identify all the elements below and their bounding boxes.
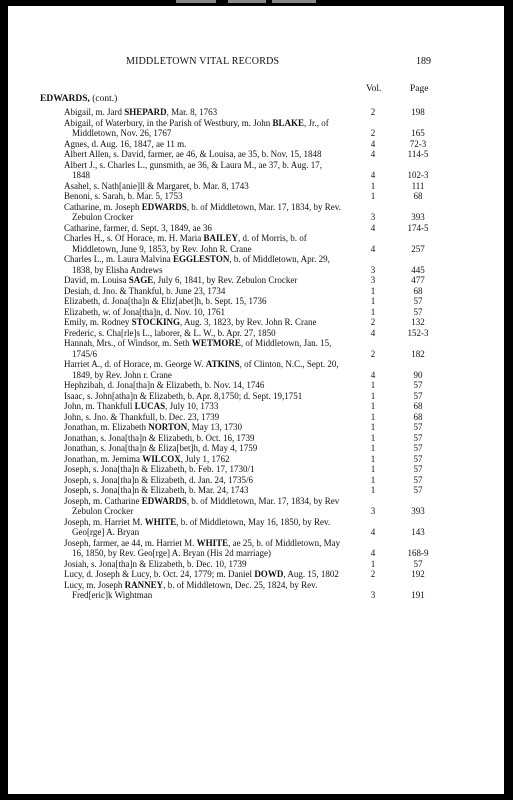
entry-row	[8, 160, 504, 181]
entry-text: Albert Allen, s. David, farmer, ae 46, & Louisa, ae 35, b. Nov. 15, 1848	[64, 149, 322, 159]
entry-row	[8, 149, 504, 160]
entry-text: Josiah, s. Jona[tha]n & Elizabeth, b. Dec. 10, 1739	[64, 558, 247, 569]
entry-vol: 4	[370, 222, 376, 233]
entry-vol: 1	[370, 432, 376, 443]
entry-page: 102-3	[407, 170, 429, 180]
entry-text: Agnes, d. Aug. 16, 1847, ae 11 m.	[64, 138, 187, 149]
entry-text: John, s. Jno. & Thankfull, b. Dec. 23, 1739	[64, 411, 220, 422]
entry-row	[8, 233, 504, 254]
entry-page: 57	[413, 558, 423, 569]
entry-text: Hephzibah, d. Jona[tha]n & Elizabeth, b. Nov. 14, 1746	[64, 380, 265, 390]
entry-page: 68	[413, 191, 423, 201]
entry-row	[8, 401, 504, 412]
entry-vol: 1	[370, 180, 376, 191]
entry-vol: 4	[370, 170, 376, 180]
entry-row	[8, 538, 504, 559]
entry-row	[8, 517, 504, 538]
entry-vol: 1	[370, 390, 376, 401]
entry-text: Emily, m. Rodney STOCKING, Aug. 3, 1823, by Rev. John R. Crane	[64, 317, 317, 327]
entry-vol: 1	[370, 296, 376, 306]
entry-row	[8, 359, 504, 380]
entry-page: 57	[413, 296, 423, 306]
entry-text: John, m. Thankfull LUCAS, July 10, 1733	[64, 401, 219, 411]
entry-page: 182	[411, 348, 425, 359]
entry-row	[8, 139, 504, 150]
entry-text: Isaac, s. John[atha]n & Elizabeth, b. Apr. 8,1750; d. Sept. 19,1751	[64, 390, 303, 401]
entry-row	[8, 464, 504, 475]
entry-text: Lucy, m. Joseph RANNEY, b. of Middletown, Dec. 25, 1824, by Rev. Fred[eric]k Wightman	[64, 579, 318, 600]
entry-text: Albert J., s. Charles L., gunsmith, ae 36, & Laura M., ae 37, b. Aug. 17, 1848	[64, 159, 322, 180]
page-header-title: MIDDLETOWN VITAL RECORDS	[126, 56, 280, 67]
entry-page: 257	[411, 243, 425, 254]
entry-row	[8, 286, 504, 297]
entry-page: 57	[413, 432, 423, 443]
entry-page: 477	[411, 275, 425, 285]
entry-vol: 1	[370, 474, 376, 485]
entry-text: Lucy, d. Joseph & Lucy, b. Oct. 24, 1779; m. Daniel DOWD, Aug. 15, 1802	[64, 569, 339, 579]
entry-vol: 4	[370, 527, 376, 537]
entry-row	[8, 328, 504, 339]
entry-page: 174-5	[407, 222, 429, 233]
entry-vol: 1	[370, 485, 376, 495]
entry-row	[8, 433, 504, 444]
entry-vol: 1	[370, 558, 376, 569]
entry-row	[8, 223, 504, 234]
entry-row	[8, 496, 504, 517]
entry-page: 57	[413, 453, 423, 464]
entry-page: 152-3	[407, 327, 429, 338]
entry-text: Jonathan, m. Jemima WILCOX, July 1, 1762	[64, 453, 230, 464]
entry-text: David, m. Louisa SAGE, July 6, 1841, by Rev. Zebulon Crocker	[64, 275, 298, 285]
entry-vol: 4	[370, 149, 376, 159]
entry-row	[8, 202, 504, 223]
entry-page: 68	[413, 401, 423, 411]
entry-page: 393	[411, 212, 425, 222]
entry-row	[8, 338, 504, 359]
entry-row	[8, 412, 504, 423]
entry-vol: 4	[370, 138, 376, 149]
entry-row	[8, 107, 504, 118]
entry-row	[8, 475, 504, 486]
entry-row	[8, 296, 504, 307]
entry-vol: 1	[370, 380, 376, 390]
entry-row	[8, 443, 504, 454]
entry-text: Elizabeth, w. of Jona[tha]n, d. Nov. 10, 1761	[64, 306, 226, 317]
entry-row	[8, 485, 504, 496]
entry-vol: 3	[370, 590, 376, 600]
entry-vol: 2	[370, 128, 376, 138]
entry-page: 393	[411, 506, 425, 516]
entry-text: Hannah, Mrs., of Windsor, m. Seth WETMORE, of Middletown, Jan. 15, 1745/6	[64, 338, 332, 359]
entry-text: Joseph, s. Jona[tha]n & Elizabeth, d. Jan. 24, 1735/6	[64, 474, 253, 485]
entry-vol: 2	[370, 107, 376, 117]
entry-row	[8, 181, 504, 192]
entry-page: 57	[413, 443, 423, 453]
entry-row	[8, 254, 504, 275]
entry-vol: 4	[370, 548, 376, 558]
entry-vol: 1	[370, 411, 376, 422]
entry-text: Frederic, s. Cha[rle]s L., laborer, & L. W., b. Apr. 27, 1850	[64, 327, 276, 338]
entry-text: Joseph, farmer, ae 44, m. Harriet M. WHITE, ae 25, b. of Middletown, May 16, 1850, by Rev. Geo[rge] A. Bryan (His 2d marriage)	[64, 537, 341, 558]
entry-page: 57	[413, 390, 423, 401]
entry-row	[8, 307, 504, 318]
entry-page: 111	[411, 180, 425, 191]
entry-text: Benoni, s. Sarah, b. Mar. 5, 1753	[64, 191, 183, 201]
entry-text: Harriet A., d. of Horace, m. George W. ATKINS, of Clinton, N.C., Sept. 20, 1849, by Rev. John r. Crane	[64, 359, 339, 380]
surname-name: EDWARDS,	[40, 94, 90, 104]
entry-text: Joseph, s. Jona[tha]n & Elizabeth, b. Mar. 24, 1743	[64, 485, 249, 495]
entry-text: Joseph, s. Jona[tha]n & Elizabeth, b. Feb. 17, 1730/1	[64, 464, 255, 474]
entry-row	[8, 275, 504, 286]
entry-page: 143	[411, 527, 425, 537]
surname-heading	[40, 94, 117, 104]
entry-page: 57	[413, 380, 423, 390]
entry-text: Jonathan, m. Elizabeth NORTON, May 13, 1730	[64, 422, 243, 432]
entry-row	[8, 391, 504, 402]
entry-text: Catharine, m. Joseph EDWARDS, b. of Middletown, Mar. 17, 1834, by Rev. Zebulon Crocker	[64, 201, 341, 222]
entry-vol: 3	[370, 212, 376, 222]
entry-row	[8, 422, 504, 433]
entry-text: Asahel, s. Nath[anie]ll & Margaret, b. Mar. 8, 1743	[64, 180, 249, 191]
entry-row	[8, 118, 504, 139]
column-header-vol: Vol.	[366, 84, 382, 94]
entry-vol: 2	[370, 348, 376, 359]
entry-vol: 1	[370, 306, 376, 317]
entry-text: Charles L., m. Laura Malvina EGGLESTON, b. of Middletown, Apr. 29, 1838, by Elisha Andrews	[64, 254, 330, 275]
entry-row	[8, 317, 504, 328]
entry-vol: 2	[370, 569, 376, 579]
entry-vol: 3	[370, 506, 376, 516]
entry-page: 90	[413, 369, 423, 380]
entry-vol: 1	[370, 422, 376, 432]
entry-vol: 3	[370, 264, 376, 275]
entries-list	[8, 107, 504, 601]
entry-row	[8, 380, 504, 391]
entry-vol: 4	[370, 369, 376, 380]
entry-page: 132	[411, 317, 425, 327]
entry-row	[8, 191, 504, 202]
entry-page: 191	[411, 590, 425, 600]
entry-vol: 1	[370, 285, 376, 296]
entry-text: Jonathan, s. Jona[tha]n & Elizabeth, b. Oct. 16, 1739	[64, 432, 255, 443]
entry-vol: 1	[370, 443, 376, 453]
entry-text: Joseph, m. Harriet M. WHITE, b. of Middletown, May 16, 1850, by Rev. Geo[rge] A. Bryan	[64, 516, 331, 537]
entry-page: 192	[411, 569, 425, 579]
entry-text: Abigail, m. Jard SHEPARD, Mar. 8, 1763	[64, 107, 218, 117]
document-page	[8, 6, 504, 794]
entry-page: 168-9	[407, 548, 429, 558]
entry-text: Jonathan, s. Jona[tha]n & Eliza[bet]h, d. May 4, 1759	[64, 443, 258, 453]
entry-row	[8, 569, 504, 580]
entry-page: 72-3	[409, 138, 427, 149]
entry-row	[8, 559, 504, 570]
entry-vol: 2	[370, 317, 376, 327]
entry-vol: 1	[370, 401, 376, 411]
entry-page: 445	[411, 264, 425, 275]
entry-vol: 4	[370, 327, 376, 338]
entry-text: Catharine, farmer, d. Sept. 3, 1849, ae 36	[64, 222, 212, 233]
entry-vol: 3	[370, 275, 376, 285]
entry-page: 165	[411, 128, 425, 138]
entry-vol: 1	[370, 464, 376, 474]
entry-page: 68	[413, 285, 423, 296]
entry-page: 57	[413, 464, 423, 474]
page-number: 189	[416, 56, 431, 67]
surname-note: (cont.)	[92, 94, 118, 104]
entry-page: 68	[413, 411, 423, 422]
entry-text: Charles H., s. Of Horace, m. H. Maria BAILEY, d. of Morris, b. of Middletown, June 9, 1853, by Rev. John R. Crane	[64, 233, 307, 254]
entry-page: 57	[413, 306, 423, 317]
entry-text: Joseph, m. Catharine EDWARDS, b. of Middletown, Mar. 17, 1834, by Rev Zebulon Crocker	[64, 495, 340, 516]
entry-vol: 1	[370, 453, 376, 464]
entry-text: Desiah, d. Jno. & Thankful, b. June 23, 1734	[64, 285, 226, 296]
entry-page: 57	[413, 474, 423, 485]
column-header-page: Page	[410, 84, 429, 94]
entry-page: 57	[413, 485, 423, 495]
entry-text: Elizabeth, d. Jona[tha]n & Eliz[abet]h, b. Sept. 15, 1736	[64, 296, 267, 306]
entry-row	[8, 454, 504, 465]
entry-text: Abigail, of Waterbury, in the Parish of Westbury, m. John BLAKE, Jr., of Middletown, Nov. 26, 1767	[64, 117, 329, 138]
entry-page: 198	[411, 107, 425, 117]
entry-page: 57	[413, 422, 423, 432]
entry-vol: 1	[370, 191, 376, 201]
entry-page: 114-5	[407, 149, 429, 159]
entry-vol: 4	[370, 243, 376, 254]
entry-row	[8, 580, 504, 601]
